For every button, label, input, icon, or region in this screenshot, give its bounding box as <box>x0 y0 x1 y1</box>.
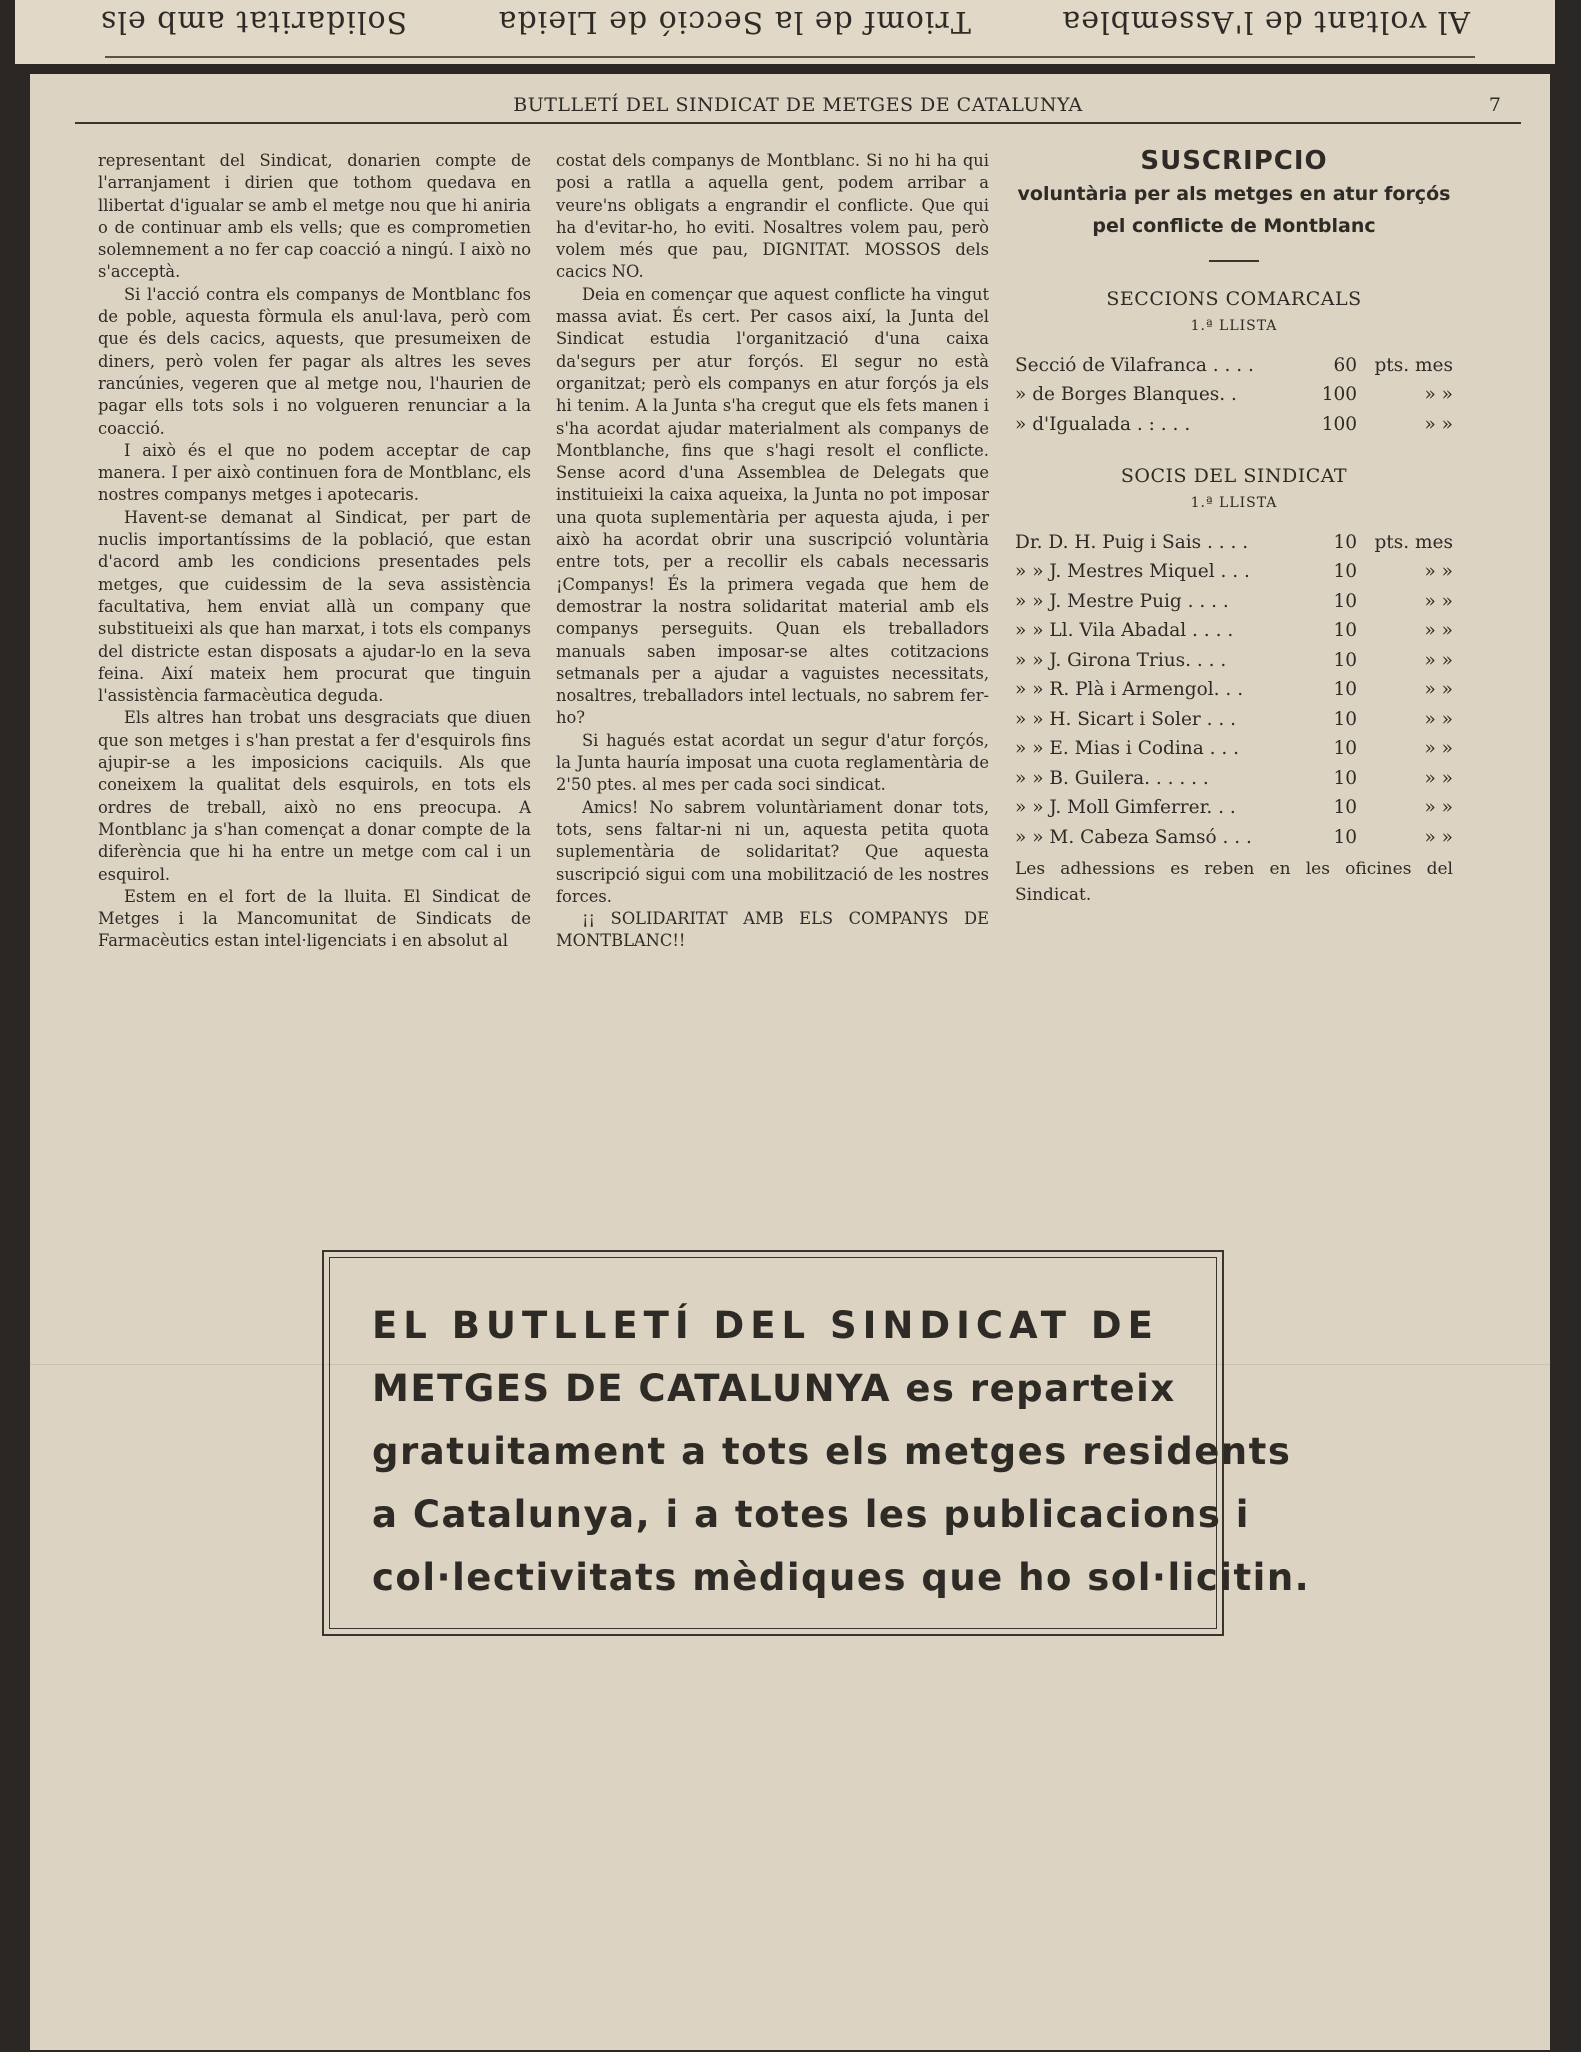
strip-rule <box>105 56 1475 58</box>
subscription-name: » » J. Moll Gimferrer. . . <box>1015 797 1236 819</box>
subscription-amount: 10 <box>1333 620 1357 642</box>
subscription-unit: » » <box>1424 767 1453 789</box>
paragraph: Si hagués estat acordat un segur d'atur forçós, la Junta hauría imposat una cuota reglamentària de 2'50 ptes. al mes per cada soci sindicat. <box>556 730 989 795</box>
subscription-row <box>1015 646 1453 676</box>
subscription-name: » » J. Mestre Puig . . . . <box>1015 590 1229 612</box>
notice-line: gratuitament a tots els metges residents <box>372 1430 1292 1473</box>
subscription-row <box>1015 616 1453 646</box>
subscription-name: » d'Igualada . : . . . <box>1015 413 1191 435</box>
article-column-1 <box>98 150 531 953</box>
paragraph: Els altres han trobat uns desgraciats que diuen que son metges i s'han prestat a fer d'esquirols fins ajupir-se a les imposicions caciquils. Als que coneixem la qualitat dels esquirols, en tots els ordres de treball, això no ens preocupa. A Montblanc ja s'han començat a donar compte de la diferència que hi ha entre un metge com cal i un esquirol. <box>98 708 531 884</box>
subscription-amount: 10 <box>1333 649 1357 671</box>
subscription-unit: » » <box>1424 649 1453 671</box>
divider <box>1209 260 1259 262</box>
subscription-column <box>1015 146 1453 908</box>
subscription-unit: » » <box>1424 738 1453 760</box>
subscription-name: » » E. Mias i Codina . . . <box>1015 738 1240 760</box>
page-header <box>75 94 1521 124</box>
subscription-name: » de Borges Blanques. . <box>1015 384 1237 406</box>
inverted-heading-right: Solidaritat amb els <box>99 4 408 39</box>
subscription-unit: pts. mes <box>1374 354 1453 376</box>
members-heading: SOCIS DEL SINDICAT <box>1120 465 1348 488</box>
subscription-row <box>1015 764 1453 794</box>
subscription-row <box>1015 528 1453 558</box>
subscription-row <box>1015 587 1453 617</box>
subtitle-line-2: pel conflicte de Montblanc <box>1092 215 1376 238</box>
subscription-row <box>1015 793 1453 823</box>
subscription-name: Dr. D. H. Puig i Sais . . . . <box>1015 531 1249 553</box>
inverted-heading-middle: Triomf de la Secció de Lleida <box>497 4 971 39</box>
article-column-2 <box>556 150 989 953</box>
previous-page-strip <box>15 0 1555 64</box>
subscription-name: » » B. Guilera. . . . . . <box>1015 767 1209 789</box>
subscription-unit: » » <box>1424 797 1453 819</box>
notice-line: a Catalunya, i a totes les publicacions i <box>372 1493 1250 1536</box>
subscription-amount: 10 <box>1333 679 1357 701</box>
subscription-note: Les adhessions es reben en les oficines del Sindicat. <box>1015 859 1453 906</box>
bulletin-title: BUTLLETÍ DEL SINDICAT DE METGES DE CATALUNYA <box>513 94 1083 116</box>
page-number: 7 <box>1488 94 1501 116</box>
paragraph: Amics! No sabrem voluntàriament donar tots, tots, sens faltar-ni ni un, aquesta petita quota suplementària de solidaritat? Que aquesta suscripció sigui com una mobilització de les nostres forces. <box>556 797 989 906</box>
paragraph: Si l'acció contra els companys de Montblanc fos de poble, aquesta fòrmula els anul·lava, però com que és dels cacics, aquests, que presumeixen de diners, però volen fer pagar als altres les seves rancúnies, vegeren que al metge nou, l'haurien de pagar ells tots sols i no volgueren renunciar a la coacció. <box>98 284 531 438</box>
sections-list <box>1015 351 1453 440</box>
paragraph: representant del Sindicat, donarien compte de l'arranjament i dirien que tothom quedava en llibertat d'igualar se amb el metge nou que hi aniria o de continuar amb els vells; que es comprometien solemnement a no fer cap coacció a ningú. I això no s'acceptà. <box>98 151 531 282</box>
subscription-amount: 10 <box>1333 531 1357 553</box>
notice-box <box>322 1250 1311 1636</box>
members-list <box>1015 528 1453 853</box>
subscription-name: » » R. Plà i Armengol. . . <box>1015 679 1244 701</box>
subscription-name: » » M. Cabeza Samsó . . . <box>1015 826 1252 848</box>
notice-line: col·lectivitats mèdiques que ho sol·licitin. <box>372 1556 1311 1599</box>
inverted-headings <box>15 4 1555 39</box>
subscription-subtitle <box>1015 178 1453 242</box>
subscription-unit: » » <box>1424 708 1453 730</box>
notice-box-inner <box>329 1257 1311 1629</box>
subscription-unit: pts. mes <box>1374 531 1453 553</box>
subscription-amount: 60 <box>1333 354 1357 376</box>
subscription-unit: » » <box>1424 826 1453 848</box>
subscription-row <box>1015 557 1453 587</box>
subscription-amount: 10 <box>1333 708 1357 730</box>
subscription-amount: 10 <box>1333 738 1357 760</box>
paragraph: costat dels companys de Montblanc. Si no hi ha qui posi a ratlla a aquella gent, podem arribar a veure'ns obligats a engrandir el conflicte. Que qui ha d'evitar-ho, ho eviti. Nosaltres volem pau, però volem més que pau, DIGNITAT. MOSSOS dels cacics NO. <box>556 151 989 282</box>
subscription-row <box>1015 734 1453 764</box>
subscription-name: » » J. Mestres Miquel . . . <box>1015 561 1250 583</box>
inverted-heading-left: Al voltant de l'Assemblea <box>1061 4 1471 39</box>
subscription-unit: » » <box>1424 413 1453 435</box>
members-list-label: 1.ª LLISTA <box>1190 494 1278 511</box>
sections-heading: SECCIONS COMARCALS <box>1106 288 1362 311</box>
subscription-unit: » » <box>1424 384 1453 406</box>
subscription-name: » » H. Sicart i Soler . . . <box>1015 708 1237 730</box>
subscription-row <box>1015 675 1453 705</box>
subscription-unit: » » <box>1424 679 1453 701</box>
subscription-name: » » J. Girona Trius. . . . <box>1015 649 1227 671</box>
subscription-row <box>1015 351 1453 381</box>
subscription-row <box>1015 410 1453 440</box>
solidarity-slogan: ¡¡ SOLIDARITAT AMB ELS COMPANYS DE MONTBLANC!! <box>556 909 989 951</box>
subscription-amount: 100 <box>1321 384 1357 406</box>
subscription-unit: » » <box>1424 561 1453 583</box>
subscription-row <box>1015 380 1453 410</box>
subscription-amount: 10 <box>1333 561 1357 583</box>
subscription-amount: 10 <box>1333 590 1357 612</box>
subscription-amount: 10 <box>1333 767 1357 789</box>
subscription-name: » » Ll. Vila Abadal . . . . <box>1015 620 1234 642</box>
subscription-amount: 10 <box>1333 826 1357 848</box>
paragraph: I això és el que no podem acceptar de cap manera. I per això continuen fora de Montblanc, els nostres companys metges i apotecaris. <box>98 440 531 505</box>
subscription-name: Secció de Vilafranca . . . . <box>1015 354 1254 376</box>
subscription-amount: 10 <box>1333 797 1357 819</box>
paragraph: Estem en el fort de la lluita. El Sindicat de Metges i la Mancomunitat de Sindicats de Farmacèutics estan intel·ligenciats i en absolut al <box>98 886 531 951</box>
subtitle-line-1: voluntària per als metges en atur forçós <box>1017 183 1451 206</box>
subscription-row <box>1015 823 1453 853</box>
paragraph: Deia en començar que aquest conflicte ha vingut massa aviat. És cert. Per casos així, la Junta del Sindicat estudia l'organització d'una caixa da'segurs per atur forçós. El segur no està organitzat; però els companys en atur forçós ja els hi tenim. A la Junta s'ha cregut que els fets manen i s'ha acordat ajudar materialment als companys de Montblanche, fins que s'hagi resolt el conflicte. Sense acord d'una Assemblea de Delegats que instituieixi la caixa aqueixa, la Junta no pot imposar una quota suplementària per aquesta ajuda, i per això ha acordat obrir una suscripció voluntària entre tots, per a recollir els cabals necessaris ¡Companys! És la primera vegada que hem de demostrar la nostra solidaritat material amb els companys perseguits. Quan els treballadors manuals saben imposar-se altes cotitzacions setmanals per a ajudar a vaguistes necessitats, nosaltres, treballadors intel lectuals, no sabrem fer-ho? <box>556 284 989 728</box>
subscription-amount: 100 <box>1321 413 1357 435</box>
sections-list-label: 1.ª LLISTA <box>1190 317 1278 334</box>
subscription-unit: » » <box>1424 620 1453 642</box>
notice-line: EL BUTLLETÍ DEL SINDICAT DE <box>372 1304 1159 1347</box>
notice-line: METGES DE CATALUNYA es reparteix <box>372 1367 1176 1410</box>
subscription-unit: » » <box>1424 590 1453 612</box>
subscription-title: SUSCRIPCIO <box>1140 146 1328 176</box>
subscription-row <box>1015 705 1453 735</box>
paragraph: Havent-se demanat al Sindicat, per part de nuclis importantíssims de la població, que estan d'acord amb les condicions presentades pels metges, que cuidessim de la seva assistència facultativa, hem enviat allà un company que substitueixi als que han marxat, i tots els companys del districte estan disposats a ajudar-lo en la seva feina. Així mateix hem procurat que tinguin l'assistència farmacèutica deguda. <box>98 507 531 706</box>
